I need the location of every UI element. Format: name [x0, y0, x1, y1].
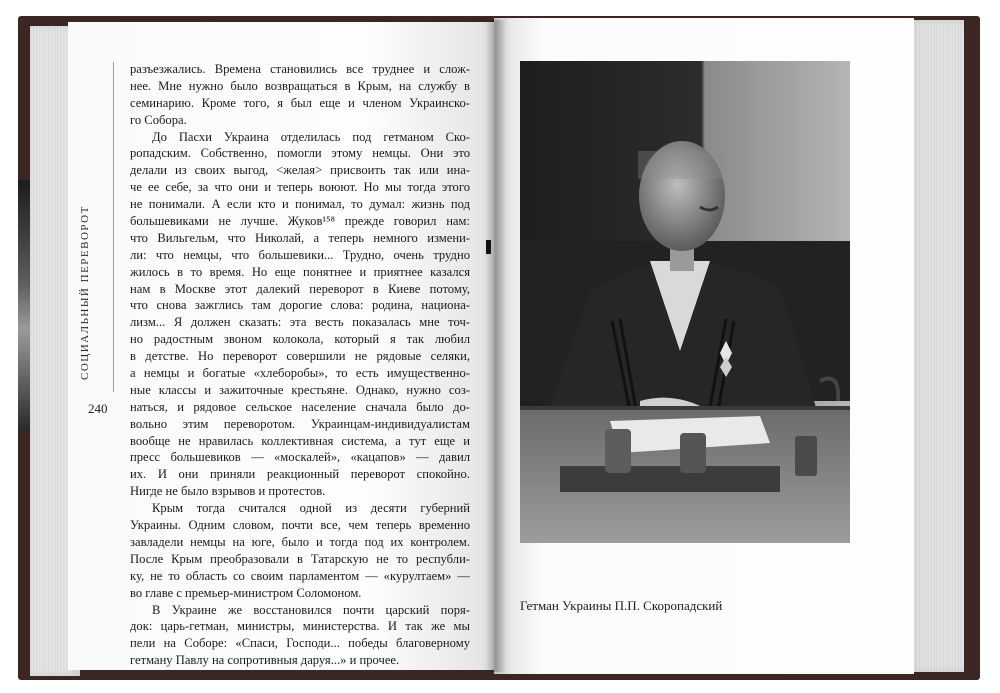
text-line: го Собора.: [130, 112, 187, 127]
text-line: До Пасхи Украина отделилась под гетманом Ско-: [152, 129, 470, 144]
portrait-photo: [520, 61, 850, 543]
text-line: в детстве. Но переворот совершили не рядовые селяки,: [130, 349, 470, 364]
text-line: пресс большевиков — «москалей», «кацапов» — давил: [130, 450, 470, 465]
text-line: вообще не нравилась коллективная система, а тут еще и: [130, 433, 470, 448]
text-line: делали из своих выгод, <желая> присвоить так или ина-: [130, 163, 470, 178]
text-line: во главе с премьер-министром Соломоном.: [130, 585, 362, 600]
text-line: После Крым преобразовали в Татарскую не то республи-: [130, 551, 470, 566]
text-line: Украины. Одним словом, почти все, чем теперь временно: [130, 518, 470, 533]
text-line: семинарию. Кроме того, я был еще и членом Украинско-: [130, 95, 470, 110]
text-line: гетману Павлу на сопротивныя даруя...» и прочее.: [130, 653, 400, 668]
photo-caption: Гетман Украины П.П. Скоропадский: [520, 598, 723, 613]
text-line: большевиками не лучше. Жуков¹⁵⁸ прежде говорил нам:: [130, 214, 470, 229]
text-line: ку, не то область со своим парламентом — «курултаем» —: [130, 568, 470, 583]
text-line: не понимали. А если кто и понимал, то думал: жизнь под: [130, 197, 470, 212]
running-head-rule: [113, 62, 114, 392]
text-line: че ее себе, за что они и теперь воюют. Но мы тогда этого: [130, 180, 470, 195]
text-line: разъезжались. Времена становились все труднее и слож-: [130, 62, 470, 76]
text-line: лизм... Я должен сказать: эта весть показалась мне точ-: [130, 315, 470, 330]
running-head: СОЦИАЛЬНЫЙ ПЕРЕВОРОТ: [79, 205, 91, 380]
text-line: ли: что немцы, что большевики... Трудно, очень трудно: [130, 247, 470, 262]
text-line: их. И они приняли реакционный переворот спокойно.: [130, 467, 470, 482]
text-line: Нигде не было взрывов и протестов.: [130, 484, 326, 499]
text-line: ропадским. Собственно, помогли этому немцы. Они это: [130, 146, 470, 161]
text-line: В Украине же восстановился почти царский поря-: [152, 602, 470, 617]
text-line: нам в Москве этот далекий переворот в Киеве потому,: [130, 281, 470, 296]
text-line: что Вильгельм, что Николай, а теперь немного измени-: [130, 230, 470, 245]
text-line: но радостным звоном колокола, который я так любил: [130, 332, 470, 347]
text-line: пели на Соборе: «Спаси, Господи... победы благоверному: [130, 636, 470, 651]
page-number: 240: [88, 401, 108, 416]
text-line: ные классы и зажиточные крестьяне. Однако, нужно соз-: [130, 382, 470, 397]
text-line: док: царь-гетман, министры, министерства. И так же мы: [130, 619, 470, 634]
text-line: жилось в то время. Но еще понятнее и приятнее казался: [130, 264, 470, 279]
text-line: наться, и рядовое сельское население сначала было до-: [130, 399, 470, 414]
text-line: что снова зажглись там дорогие слова: родина, национа-: [130, 298, 470, 313]
text-line: нее. Мне нужно было возвращаться в Крым, на службу в: [130, 78, 470, 93]
book-gutter: [486, 20, 506, 672]
text-line: а немцы и богатые «хлеборобы», то есть имущественно-: [130, 366, 470, 381]
body-text: [130, 61, 470, 669]
gutter-mark: [486, 240, 491, 254]
text-line: вольно этим переворотом. Украинцам-индивидуалистам: [130, 416, 470, 431]
right-page-edges: [908, 20, 964, 672]
text-line: завладели немцы на юге, было и тогда под их контролем.: [130, 534, 470, 549]
text-line: Крым тогда считался одной из десяти губерний: [152, 501, 470, 516]
